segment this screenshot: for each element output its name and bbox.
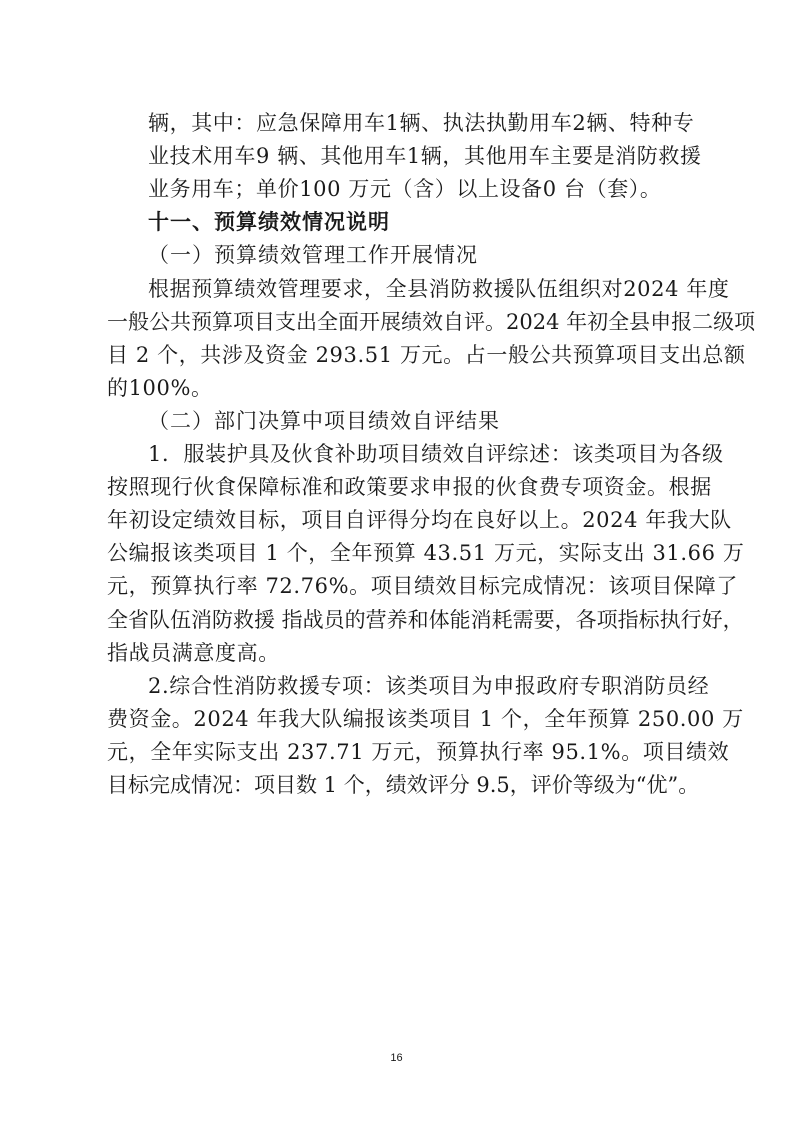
body-text-line: 根据预算绩效管理要求，全县消防救援队伍组织对2024 年度: [148, 277, 730, 301]
subsection-heading: （一）预算绩效管理工作开展情况: [148, 243, 478, 267]
body-text-line: 指战员满意度高。: [107, 641, 280, 665]
body-text-line: 业技术用车9 辆、其他用车1辆，其他用车主要是消防救援: [148, 144, 702, 168]
body-text-line: 全省队伍消防救援 指战员的营养和体能消耗需要，各项指标执行好，: [107, 608, 744, 632]
body-text-line: 目标完成情况：项目数 1 个，绩效评分 9.5，评价等级为“优”。: [107, 773, 700, 797]
body-text-line: 年初设定绩效目标，项目自评得分均在良好以上。2024 年我大队: [107, 508, 732, 532]
body-text-line: 按照现行伙食保障标准和政策要求申报的伙食费专项资金。根据: [107, 475, 712, 499]
body-text-line: 业务用车；单价100 万元（含）以上设备0 台（套）。: [148, 177, 662, 201]
body-text-line: 的100%。: [107, 376, 213, 400]
body-text-line: 目 2 个，共涉及资金 293.51 万元。占一般公共预算项目支出总额: [107, 343, 746, 367]
body-text-line: 元，预算执行率 72.76%。项目绩效目标完成情况：该项目保障了: [107, 574, 738, 598]
body-text-line: 公编报该类项目 1 个，全年预算 43.51 万元，实际支出 31.66 万: [107, 541, 745, 565]
section-heading: 十一、预算绩效情况说明: [148, 210, 390, 234]
body-text-line: 辆，其中：应急保障用车1辆、执法执勤用车2辆、特种专: [148, 111, 695, 135]
body-text-line: 元，全年实际支出 237.71 万元，预算执行率 95.1%。项目绩效: [107, 740, 730, 764]
subsection-heading: （二）部门决算中项目绩效自评结果: [148, 409, 500, 433]
body-text-line: 2.综合性消防救援专项：该类项目为申报政府专职消防员经: [148, 674, 710, 698]
body-text-line: 费资金。2024 年我大队编报该类项目 1 个，全年预算 250.00 万: [107, 707, 744, 731]
body-text-line: 一般公共预算项目支出全面开展绩效自评。2024 年初全县申报二级项: [107, 310, 756, 334]
body-text-line: 1．服装护具及伙食补助项目绩效自评综述：该类项目为各级: [148, 442, 724, 466]
page-number: 16: [390, 1052, 403, 1064]
